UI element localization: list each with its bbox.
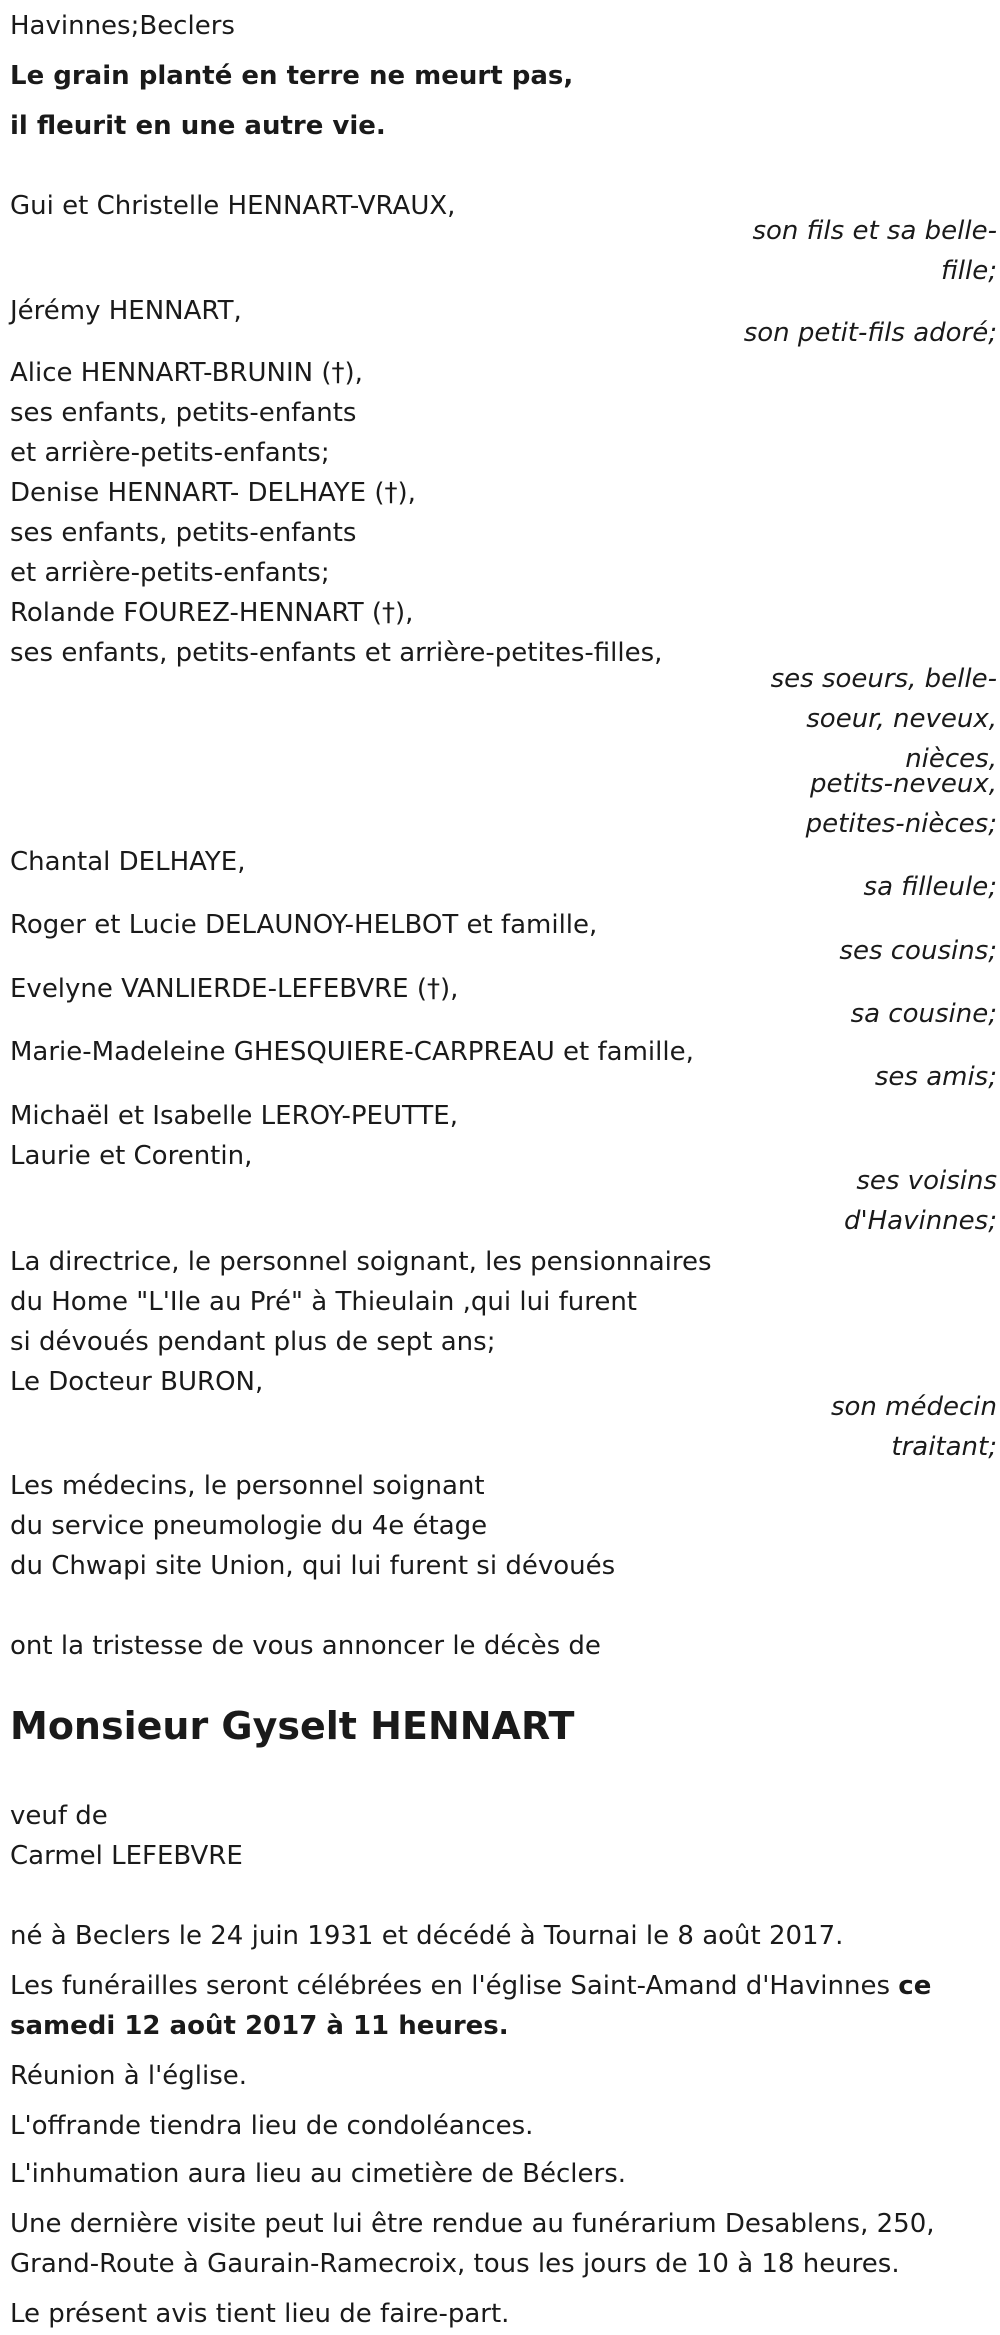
siblings-role: nièces, xyxy=(905,744,997,774)
location-line: Havinnes;Beclers xyxy=(10,11,235,41)
neighbour-laurie: Laurie et Corentin, xyxy=(10,1141,253,1171)
siblings-role: petites-nièces; xyxy=(805,809,997,839)
birth-death-line: né à Beclers le 24 juin 1931 et décédé à Tournai le 8 août 2017. xyxy=(10,1921,844,1951)
family-evelyne: Evelyne VANLIERDE-LEFEBVRE (†), xyxy=(10,974,459,1004)
family-grandson: Jérémy HENNART, xyxy=(10,296,242,326)
visit-line-2: Grand-Route à Gaurain-Ramecroix, tous les jours de 10 à 18 heures. xyxy=(10,2249,900,2279)
family-grandson-role: son petit-fils adoré; xyxy=(743,318,997,348)
family-son: Gui et Christelle HENNART-VRAUX, xyxy=(10,191,456,221)
offering-line: L'offrande tiendra lieu de condoléances. xyxy=(10,2111,534,2141)
notice-line: Le présent avis tient lieu de faire-part. xyxy=(10,2299,510,2329)
family-roger-role: ses cousins; xyxy=(839,936,997,966)
sibling-line: et arrière-petits-enfants; xyxy=(10,558,330,588)
widower-label: veuf de xyxy=(10,1801,108,1831)
family-son-role-1: son fils et sa belle- xyxy=(752,216,997,246)
home-line: du Home "L'Ile au Pré" à Thieulain ,qui lui furent xyxy=(10,1287,637,1317)
funeral-line-1 xyxy=(10,1966,931,2006)
sibling-line: ses enfants, petits-enfants et arrière-petites-filles, xyxy=(10,638,663,668)
home-line: si dévoués pendant plus de sept ans; xyxy=(10,1327,496,1357)
family-chantal: Chantal DELHAYE, xyxy=(10,847,246,877)
hospital-line: Les médecins, le personnel soignant xyxy=(10,1471,485,1501)
family-marie: Marie-Madeleine GHESQUIERE-CARPREAU et famille, xyxy=(10,1037,694,1067)
hospital-line: du Chwapi site Union, qui lui furent si dévoués xyxy=(10,1551,616,1581)
family-marie-role: ses amis; xyxy=(874,1062,997,1092)
home-line: Le Docteur BURON, xyxy=(10,1367,264,1397)
funeral-date-bold-1: ce xyxy=(898,1971,932,2001)
home-line: La directrice, le personnel soignant, les pensionnaires xyxy=(10,1247,712,1277)
family-roger: Roger et Lucie DELAUNOY-HELBOT et famille, xyxy=(10,910,598,940)
sibling-line: et arrière-petits-enfants; xyxy=(10,438,330,468)
visit-line-1: Une dernière visite peut lui être rendue au funérarium Desablens, 250, xyxy=(10,2209,935,2239)
siblings-role: petits-neveux, xyxy=(809,769,997,799)
neighbours-role-2: d'Havinnes; xyxy=(843,1206,997,1236)
sibling-line: ses enfants, petits-enfants xyxy=(10,398,357,428)
reunion-line: Réunion à l'église. xyxy=(10,2061,248,2091)
family-evelyne-role: sa cousine; xyxy=(850,999,997,1029)
funeral-date-bold-2: samedi 12 août 2017 à 11 heures. xyxy=(10,2011,509,2041)
announcement-intro: ont la tristesse de vous annoncer le décès de xyxy=(10,1631,601,1661)
doctor-role-1: son médecin xyxy=(830,1392,997,1422)
siblings-role: soeur, neveux, xyxy=(806,704,997,734)
neighbours-role-1: ses voisins xyxy=(856,1166,997,1196)
deceased-name: Monsieur Gyselt HENNART xyxy=(10,1704,575,1748)
funeral-text: Les funérailles seront célébrées en l'église Saint-Amand d'Havinnes xyxy=(10,1971,891,2001)
neighbour-michael: Michaël et Isabelle LEROY-PEUTTE, xyxy=(10,1101,458,1131)
quote-line-2: il fleurit en une autre vie. xyxy=(10,111,386,141)
burial-line: L'inhumation aura lieu au cimetière de Béclers. xyxy=(10,2159,627,2189)
family-son-role-2: fille; xyxy=(941,256,997,286)
sibling-line: Denise HENNART- DELHAYE (†), xyxy=(10,478,416,508)
family-chantal-role: sa filleule; xyxy=(863,872,997,902)
sibling-line: Alice HENNART-BRUNIN (†), xyxy=(10,358,363,388)
quote-line-1: Le grain planté en terre ne meurt pas, xyxy=(10,61,574,91)
hospital-line: du service pneumologie du 4e étage xyxy=(10,1511,488,1541)
doctor-role-2: traitant; xyxy=(891,1432,997,1462)
siblings-role: ses soeurs, belle- xyxy=(770,664,997,694)
spouse-name: Carmel LEFEBVRE xyxy=(10,1841,243,1871)
sibling-line: ses enfants, petits-enfants xyxy=(10,518,357,548)
sibling-line: Rolande FOUREZ-HENNART (†), xyxy=(10,598,414,628)
